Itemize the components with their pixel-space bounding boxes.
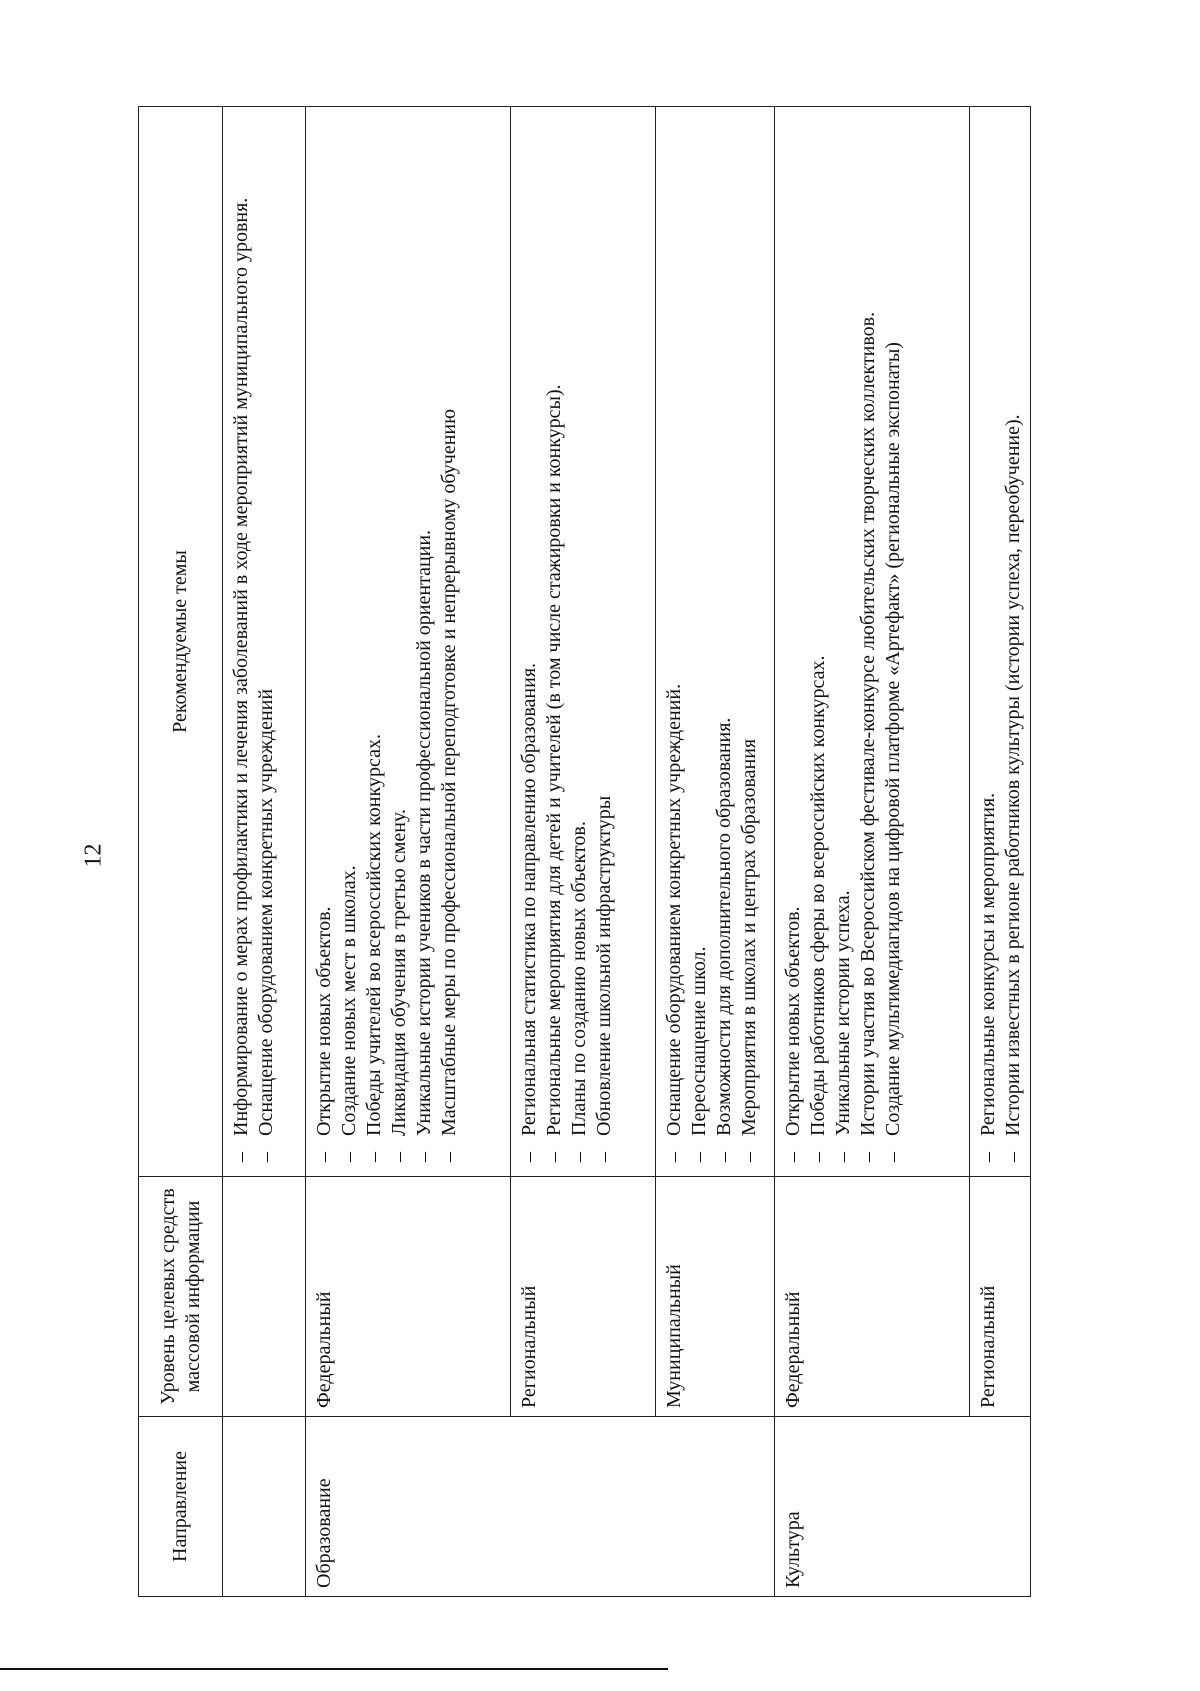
cell-direction (223, 1417, 306, 1597)
cell-direction: Культура (775, 1417, 1031, 1597)
list-item: – Победы учителей во всероссийских конкурсах. (362, 115, 387, 1168)
cell-topics (656, 107, 775, 1177)
cell-level: Муниципальный (656, 1177, 775, 1417)
list-item: – Победы работников сферы во всероссийских конкурсах. (806, 115, 831, 1168)
topics-list (976, 115, 1026, 1168)
list-item: – Создание новых мест в школах. (337, 115, 362, 1168)
list-item: – Открытие новых объектов. (312, 115, 337, 1168)
footnote-separator-line (0, 1668, 668, 1670)
table-row (970, 107, 1031, 1597)
list-item: – Обновление школьной инфраструктуры (592, 115, 617, 1168)
list-item: – Оснащение оборудованием конкретных учреждений (254, 115, 279, 1168)
header-level: Уровень целевых средств массовой информации (139, 1177, 223, 1417)
list-item: – Истории известных в регионе работников культуры (истории успеха, переобучение). (1001, 115, 1026, 1168)
cell-topics (970, 107, 1031, 1177)
list-item: – Региональные конкурсы и мероприятия. (976, 115, 1001, 1168)
list-item: – Уникальные истории успеха. (831, 115, 856, 1168)
topics-list (662, 115, 762, 1168)
list-item: – Ликвидация обучения в третью смену. (387, 115, 412, 1168)
list-item: – Уникальные истории учеников в части профессиональной ориентации. (412, 115, 437, 1168)
list-item: – Возможности для дополнительного образования. (712, 115, 737, 1168)
cell-level: Региональный (970, 1177, 1031, 1417)
table-row (223, 107, 306, 1597)
header-direction: Направление (139, 1417, 223, 1597)
page-number: 12 (80, 843, 107, 868)
list-item: – Информирование о мерах профилактики и лечения заболеваний в ходе мероприятий муниципального уровня. (229, 115, 254, 1168)
cell-level: Федеральный (775, 1177, 970, 1417)
rotated-table-wrapper (138, 107, 1026, 1597)
list-item: – Планы по созданию новых объектов. (567, 115, 592, 1168)
topics-list (781, 115, 906, 1168)
cell-level: Федеральный (306, 1177, 511, 1417)
cell-topics (511, 107, 656, 1177)
cell-direction: Образование (306, 1417, 775, 1597)
cell-topics (223, 107, 306, 1177)
table-row (306, 107, 511, 1597)
recommended-topics-table (138, 106, 1031, 1597)
list-item: – Региональные мероприятия для детей и учителей (в том числе стажировки и конкурсы). (542, 115, 567, 1168)
list-item: – Истории участия во Всероссийском фестивале-конкурсе любительских творческих коллективов. (856, 115, 881, 1168)
topics-list (517, 115, 617, 1168)
list-item: – Переоснащение школ. (687, 115, 712, 1168)
cell-topics (775, 107, 970, 1177)
list-item: – Мероприятия в школах и центрах образования (737, 115, 762, 1168)
cell-level (223, 1177, 306, 1417)
table-row (656, 107, 775, 1597)
topics-list (312, 115, 462, 1168)
list-item: – Создание мультимедиагидов на цифровой платформе «Артефакт» (региональные экспонаты) (881, 115, 906, 1168)
topics-list (229, 115, 279, 1168)
list-item: – Оснащение оборудованием конкретных учреждений. (662, 115, 687, 1168)
list-item: – Открытие новых объектов. (781, 115, 806, 1168)
header-topics: Рекомендуемые темы (139, 107, 223, 1177)
table-row (511, 107, 656, 1597)
list-item: – Масштабные меры по профессиональной переподготовке и непрерывному обучению (437, 115, 462, 1168)
header-row (139, 107, 223, 1597)
cell-topics (306, 107, 511, 1177)
list-item: – Региональная статистика по направлению образования. (517, 115, 542, 1168)
table-row (775, 107, 970, 1597)
cell-level: Региональный (511, 1177, 656, 1417)
